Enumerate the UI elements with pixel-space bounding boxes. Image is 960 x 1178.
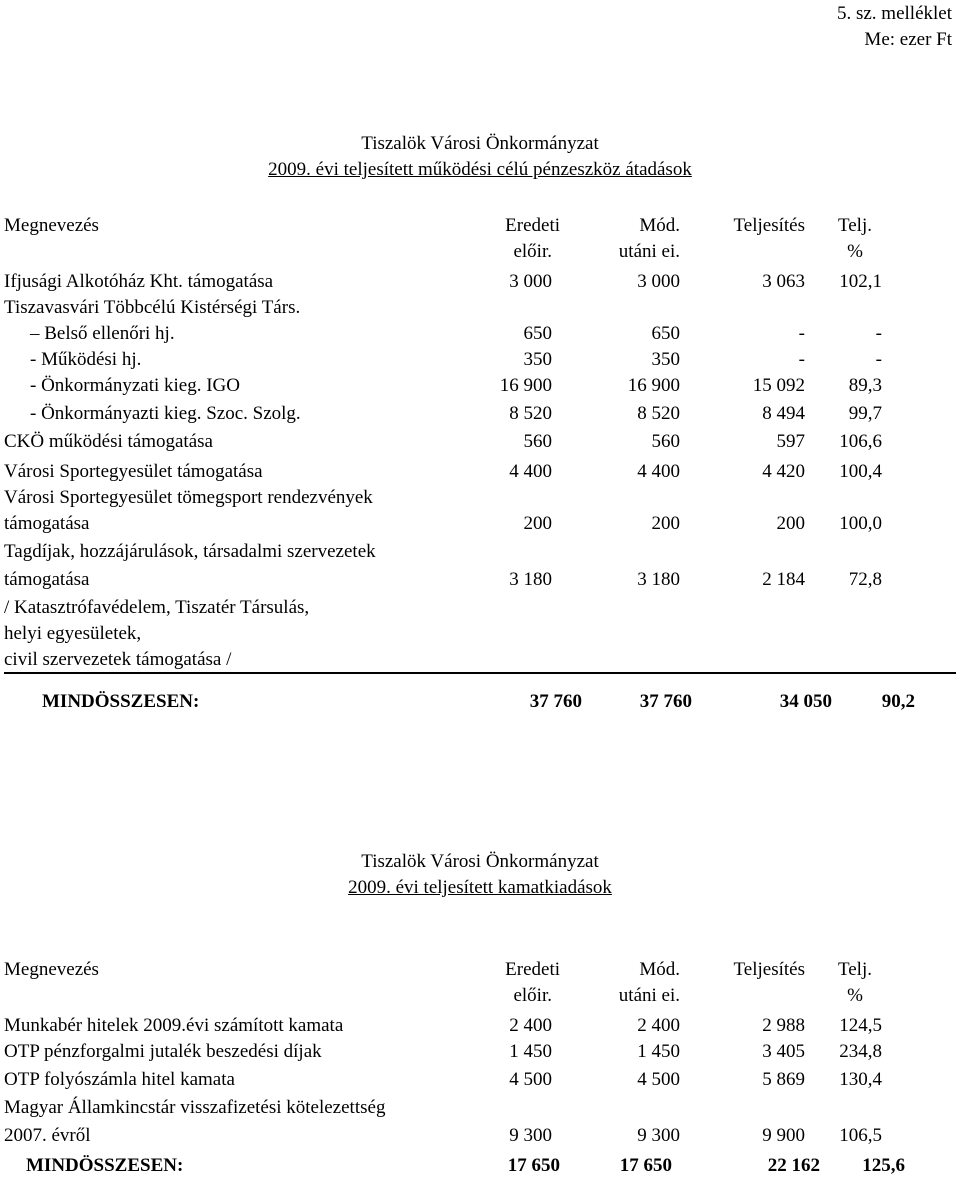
section1-total-pct: 90,2 (881, 691, 915, 712)
row-done-value: 2 184 (762, 569, 805, 590)
section2-total-done: 22 162 (767, 1155, 820, 1176)
row-pct-value: - (875, 349, 882, 370)
row-orig-value: 4 500 (509, 1069, 552, 1090)
row-mod-value: 350 (651, 349, 680, 370)
row-done-value: 8 494 (762, 403, 805, 424)
row-mod-value: 650 (651, 323, 680, 344)
s2-col-pct-header-2: % (847, 985, 863, 1006)
col-orig-header-2: előir. (513, 241, 552, 262)
row-orig-value: 650 (523, 323, 552, 344)
row-label: / Katasztrófavédelem, Tiszatér Társulás, (4, 597, 310, 618)
row-label: támogatása (4, 513, 90, 534)
section1-total-orig: 37 760 (529, 691, 582, 712)
s2-col-done-header: Teljesítés (733, 959, 805, 980)
s2-col-orig-header-2: előir. (513, 985, 552, 1006)
row-pct-value: 234,8 (839, 1041, 882, 1062)
row-label: - Önkormányzati kieg. IGO (30, 375, 240, 396)
row-mod-value: 3 000 (637, 271, 680, 292)
col-pct-header-2: % (847, 241, 863, 262)
row-mod-value: 8 520 (637, 403, 680, 424)
col-orig-header: Eredeti (505, 215, 560, 236)
row-label: – Belső ellenőri hj. (30, 323, 175, 344)
row-orig-value: 3 180 (509, 569, 552, 590)
row-pct-value: 124,5 (839, 1015, 882, 1036)
row-mod-value: 9 300 (637, 1125, 680, 1146)
row-orig-value: 350 (523, 349, 552, 370)
row-label: OTP pénzforgalmi jutalék beszedési díjak (4, 1041, 322, 1062)
row-done-value: 200 (776, 513, 805, 534)
section1-subtitle: 2009. évi teljesített működési célú pénzeszköz átadások (268, 159, 692, 180)
row-orig-value: 8 520 (509, 403, 552, 424)
row-mod-value: 4 500 (637, 1069, 680, 1090)
section1-total-mod: 37 760 (639, 691, 692, 712)
col-done-header: Teljesítés (733, 215, 805, 236)
s2-col-mod-header-2: utáni ei. (618, 985, 680, 1006)
unit-label: Me: ezer Ft (864, 29, 952, 50)
col-mod-header-2: utáni ei. (618, 241, 680, 262)
row-done-value: 597 (776, 431, 805, 452)
section1-total-done: 34 050 (779, 691, 832, 712)
row-label: - Önkormányazti kieg. Szoc. Szolg. (30, 403, 301, 424)
row-pct-value: 72,8 (848, 569, 882, 590)
row-mod-value: 1 450 (637, 1041, 680, 1062)
row-mod-value: 16 900 (627, 375, 680, 396)
row-orig-value: 200 (523, 513, 552, 534)
row-done-value: 3 063 (762, 271, 805, 292)
row-label: 2007. évről (4, 1125, 91, 1146)
row-done-value: 9 900 (762, 1125, 805, 1146)
section1-total-label: MINDÖSSZESEN: (42, 691, 200, 712)
row-label: Munkabér hitelek 2009.évi számított kamata (4, 1015, 344, 1036)
col-pct-header: Telj. (837, 215, 872, 236)
row-pct-value: 89,3 (848, 375, 882, 396)
row-mod-value: 200 (651, 513, 680, 534)
row-label: helyi egyesületek, (4, 623, 142, 644)
row-label: civil szervezetek támogatása / (4, 649, 232, 670)
section2-subtitle: 2009. évi teljesített kamatkiadások (348, 877, 612, 898)
section2-title: Tiszalök Városi Önkormányzat (361, 851, 599, 872)
row-label: Városi Sportegyesület tömegsport rendezvények (4, 487, 373, 508)
row-pct-value: 106,5 (839, 1125, 882, 1146)
s2-col-orig-header: Eredeti (505, 959, 560, 980)
col-mod-header: Mód. (639, 215, 680, 236)
row-pct-value: 100,0 (839, 513, 882, 534)
row-orig-value: 2 400 (509, 1015, 552, 1036)
row-label: CKÖ működési támogatása (4, 431, 213, 452)
section2-total-mod: 17 650 (619, 1155, 672, 1176)
row-label: támogatása (4, 569, 90, 590)
row-done-value: - (798, 323, 805, 344)
section2-total-orig: 17 650 (507, 1155, 560, 1176)
row-mod-value: 3 180 (637, 569, 680, 590)
row-label: OTP folyószámla hitel kamata (4, 1069, 235, 1090)
col-name-header: Megnevezés (4, 215, 99, 236)
row-label: Tiszavasvári Többcélú Kistérségi Társ. (4, 297, 301, 318)
row-done-value: 5 869 (762, 1069, 805, 1090)
row-label: Magyar Államkincstár visszafizetési kötelezettség (4, 1097, 386, 1118)
row-orig-value: 16 900 (499, 375, 552, 396)
row-pct-value: 99,7 (848, 403, 882, 424)
s2-col-name-header: Megnevezés (4, 959, 99, 980)
s2-col-mod-header: Mód. (639, 959, 680, 980)
row-orig-value: 1 450 (509, 1041, 552, 1062)
section2-total-label: MINDÖSSZESEN: (26, 1155, 184, 1176)
row-pct-value: - (875, 323, 882, 344)
annex-number: 5. sz. melléklet (836, 3, 952, 24)
row-orig-value: 4 400 (509, 461, 552, 482)
row-label: Városi Sportegyesület támogatása (4, 461, 263, 482)
row-pct-value: 100,4 (839, 461, 882, 482)
row-label: Tagdíjak, hozzájárulások, társadalmi szervezetek (4, 541, 376, 562)
row-orig-value: 3 000 (509, 271, 552, 292)
row-pct-value: 102,1 (839, 271, 882, 292)
row-orig-value: 560 (523, 431, 552, 452)
row-done-value: 4 420 (762, 461, 805, 482)
section1-title: Tiszalök Városi Önkormányzat (361, 133, 599, 154)
section2-total-pct: 125,6 (862, 1155, 905, 1176)
row-done-value: 15 092 (752, 375, 805, 396)
row-orig-value: 9 300 (509, 1125, 552, 1146)
row-label: - Működési hj. (30, 349, 142, 370)
row-done-value: 2 988 (762, 1015, 805, 1036)
row-mod-value: 2 400 (637, 1015, 680, 1036)
row-pct-value: 106,6 (839, 431, 882, 452)
section1-total-rule (4, 672, 956, 674)
s2-col-pct-header: Telj. (837, 959, 872, 980)
row-label: Ifjusági Alkotóház Kht. támogatása (4, 271, 274, 292)
row-pct-value: 130,4 (839, 1069, 882, 1090)
row-done-value: 3 405 (762, 1041, 805, 1062)
row-mod-value: 560 (651, 431, 680, 452)
row-done-value: - (798, 349, 805, 370)
row-mod-value: 4 400 (637, 461, 680, 482)
